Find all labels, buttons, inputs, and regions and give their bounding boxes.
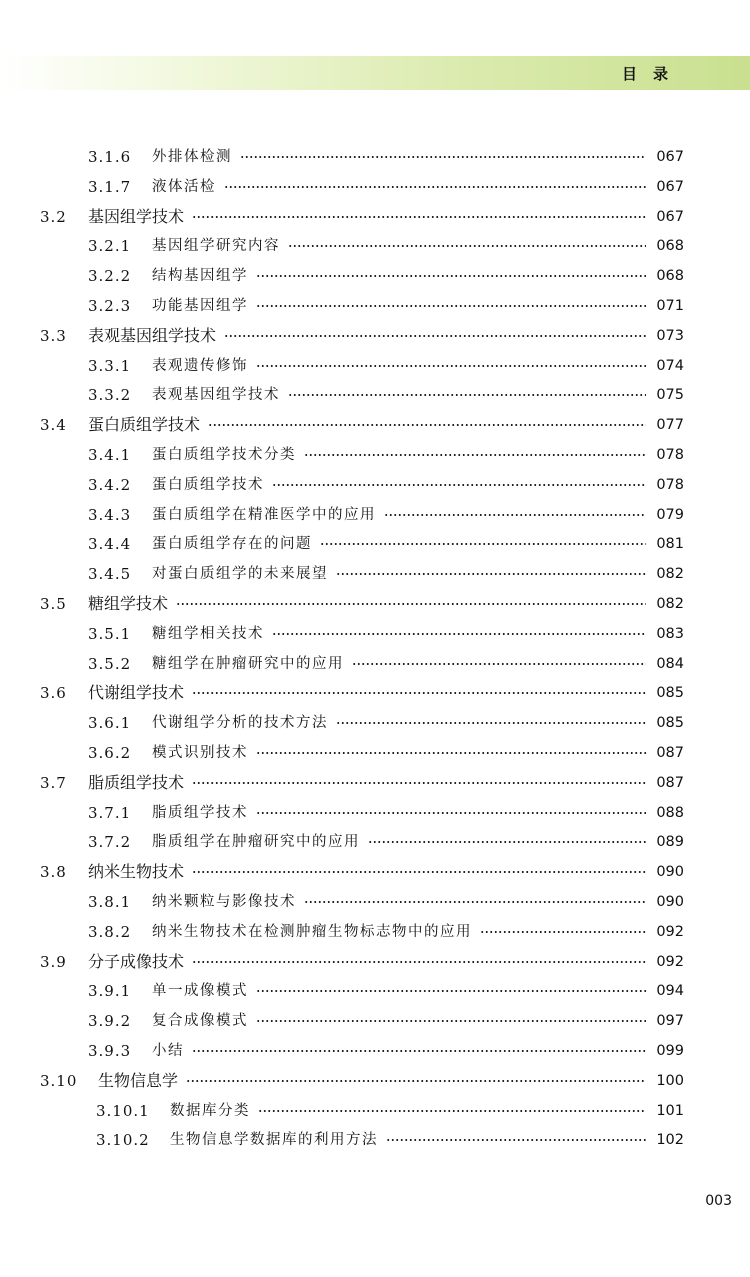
- toc-dot-leader: [304, 901, 646, 903]
- toc-entry[interactable]: [88, 559, 684, 589]
- toc-entry[interactable]: [40, 410, 684, 440]
- toc-entry[interactable]: [88, 1036, 684, 1066]
- toc-dot-leader: [288, 245, 646, 247]
- toc-entry-title: 蛋白质组学存在的问题: [152, 536, 312, 553]
- toc-dot-leader: [192, 1050, 646, 1052]
- toc-dot-leader: [386, 1139, 646, 1141]
- toc-dot-leader: [384, 514, 646, 516]
- toc-entry[interactable]: [88, 917, 684, 947]
- toc-entry-title: 单一成像模式: [152, 983, 248, 1000]
- toc-dot-leader: [288, 394, 646, 396]
- toc-entry-number: 3.1.6: [88, 148, 132, 166]
- toc-entry[interactable]: [88, 827, 684, 857]
- toc-entry-number: 3.6.2: [88, 744, 132, 762]
- toc-entry-title: 基因组学研究内容: [152, 238, 280, 255]
- toc-entry-number: 3.4.5: [88, 565, 132, 584]
- toc-dot-leader: [258, 1110, 646, 1112]
- toc-entry-title: 表观基因组学技术: [152, 387, 280, 404]
- toc-entry-title: 代谢组学技术: [88, 683, 185, 703]
- toc-entry[interactable]: [96, 1125, 684, 1155]
- toc-entry-title: 生物信息学数据库的利用方法: [170, 1132, 378, 1149]
- toc-entry[interactable]: [88, 172, 684, 202]
- toc-entry-page: 081: [656, 536, 684, 553]
- toc-entry-title: 对蛋白质组学的未来展望: [152, 566, 328, 583]
- toc-entry-number: 3.9.3: [88, 1042, 132, 1060]
- toc-dot-leader: [336, 573, 646, 575]
- toc-entry-page: 074: [656, 357, 684, 374]
- toc-entry-number: 3.2.1: [88, 237, 132, 256]
- toc-entry-number: 3.2.2: [88, 267, 132, 286]
- toc-entry-page: 090: [656, 864, 684, 881]
- toc-entry-page: 097: [656, 1013, 684, 1030]
- toc-entry-number: 3.8.2: [88, 922, 132, 941]
- toc-entry-title: 蛋白质组学在精准医学中的应用: [152, 506, 376, 523]
- toc-dot-leader: [368, 841, 646, 843]
- toc-dot-leader: [336, 722, 646, 724]
- toc-entry-page: 083: [656, 625, 684, 642]
- toc-entry-number: 3.10.2: [96, 1131, 150, 1150]
- toc-entry-page: 099: [656, 1043, 684, 1059]
- toc-dot-leader: [192, 692, 646, 694]
- toc-dot-leader: [256, 275, 646, 277]
- toc-dot-leader: [192, 782, 646, 784]
- toc-dot-leader: [256, 752, 646, 754]
- toc-entry-page: 088: [656, 804, 684, 821]
- toc-entry[interactable]: [88, 976, 684, 1006]
- toc-entry-title: 纳米颗粒与影像技术: [152, 894, 296, 910]
- toc-entry-number: 3.7: [40, 773, 67, 792]
- toc-entry[interactable]: [88, 351, 684, 381]
- toc-entry[interactable]: [88, 261, 684, 291]
- toc-dot-leader: [256, 365, 646, 367]
- toc-entry-page: 068: [656, 238, 684, 255]
- toc-entry-title: 糖组学相关技术: [152, 625, 264, 642]
- toc-dot-leader: [272, 633, 646, 635]
- toc-entry-title: 功能基因组学: [152, 298, 248, 314]
- toc-entry-number: 3.6: [40, 684, 67, 703]
- toc-entry[interactable]: [88, 529, 684, 559]
- toc-entry-title: 蛋白质组学技术: [152, 476, 264, 493]
- toc-entry[interactable]: [40, 589, 684, 619]
- toc-entry-title: 分子成像技术: [88, 951, 185, 971]
- toc-entry-number: 3.3.2: [88, 386, 132, 405]
- toc-entry-number: 3.10: [40, 1071, 78, 1090]
- toc-entry-number: 3.4.2: [88, 475, 132, 494]
- toc-entry[interactable]: [88, 619, 684, 649]
- toc-entry[interactable]: [88, 798, 684, 828]
- toc-entry-page: 082: [656, 596, 684, 612]
- toc-entry-page: 067: [656, 178, 684, 195]
- toc-entry-number: 3.1.7: [88, 177, 132, 196]
- toc-entry-page: 101: [656, 1102, 684, 1119]
- toc-entry[interactable]: [88, 649, 684, 679]
- toc-entry-title: 蛋白质组学技术分类: [152, 447, 296, 463]
- toc-entry-page: 078: [656, 447, 684, 463]
- toc-entry-number: 3.5: [40, 595, 67, 613]
- toc-entry-number: 3.9.2: [88, 1012, 132, 1031]
- toc-entry-title: 蛋白质组学技术: [88, 415, 201, 435]
- toc-entry-page: 078: [656, 476, 684, 493]
- toc-entry-title: 复合成像模式: [152, 1013, 248, 1030]
- running-header-title: 目录: [621, 65, 684, 83]
- toc-entry-title: 模式识别技术: [152, 745, 248, 761]
- toc-entry-title: 脂质组学技术: [152, 804, 248, 821]
- toc-entry-number: 3.5.1: [88, 624, 132, 643]
- toc-dot-leader: [192, 961, 646, 963]
- toc-entry-page: 067: [656, 149, 684, 165]
- toc-entry[interactable]: [88, 738, 684, 768]
- toc-entry[interactable]: [88, 231, 684, 261]
- toc-entry[interactable]: [88, 291, 684, 321]
- toc-dot-leader: [256, 1020, 646, 1022]
- toc-entry-number: 3.7.1: [88, 803, 132, 822]
- toc-entry-page: 092: [656, 923, 684, 940]
- toc-entry-title: 纳米生物技术: [88, 862, 185, 882]
- page-number: 003: [705, 1193, 732, 1209]
- toc-entry-title: 结构基因组学: [152, 268, 248, 285]
- toc-entry[interactable]: [88, 500, 684, 530]
- toc-entry[interactable]: [88, 142, 684, 172]
- toc-entry-page: 077: [656, 417, 684, 434]
- toc-entry[interactable]: [40, 857, 684, 887]
- toc-entry-title: 脂质组学技术: [88, 772, 185, 792]
- toc-entry[interactable]: [88, 440, 684, 470]
- toc-entry-number: 3.7.2: [88, 833, 132, 852]
- toc-dot-leader: [224, 186, 646, 188]
- toc-entry-page: 092: [656, 953, 684, 970]
- toc-entry-number: 3.4: [40, 416, 67, 435]
- toc-entry-page: 085: [656, 685, 684, 702]
- toc-dot-leader: [208, 424, 646, 426]
- toc-entry-title: 糖组学在肿瘤研究中的应用: [152, 655, 344, 672]
- toc-dot-leader: [256, 990, 646, 992]
- toc-entry-number: 3.2.3: [88, 297, 132, 315]
- toc-dot-leader: [176, 603, 646, 605]
- toc-dot-leader: [224, 335, 646, 337]
- toc-entry[interactable]: [40, 947, 684, 977]
- toc-entry[interactable]: [88, 708, 684, 738]
- toc-entry-title: 液体活检: [152, 178, 216, 195]
- toc-entry-number: 3.4.3: [88, 505, 132, 524]
- toc-entry-title: 代谢组学分析的技术方法: [152, 715, 328, 732]
- toc-entry-title: 纳米生物技术在检测肿瘤生物标志物中的应用: [152, 923, 472, 940]
- toc-entry[interactable]: [40, 768, 684, 798]
- toc-entry-page: 073: [656, 327, 684, 344]
- toc-entry-number: 3.9: [40, 952, 67, 971]
- toc-entry-title: 外排体检测: [152, 149, 232, 165]
- toc-dot-leader: [186, 1080, 646, 1082]
- toc-entry-title: 表观遗传修饰: [152, 357, 248, 374]
- toc-entry-page: 079: [656, 506, 684, 523]
- toc-entry-title: 数据库分类: [170, 1102, 250, 1119]
- toc-entry-page: 067: [656, 208, 684, 225]
- toc-entry-number: 3.4.4: [88, 535, 132, 554]
- toc-dot-leader: [240, 156, 646, 158]
- toc-dot-leader: [192, 216, 646, 218]
- toc-entry-number: 3.2: [40, 207, 67, 226]
- toc-dot-leader: [272, 484, 646, 486]
- toc-entry-page: 102: [656, 1132, 684, 1149]
- toc-entry-title: 基因组学技术: [88, 206, 185, 226]
- toc-entry-page: 075: [656, 387, 684, 404]
- toc-entry-number: 3.10.1: [96, 1101, 150, 1120]
- toc-entry[interactable]: [88, 1006, 684, 1036]
- toc-entry-page: 068: [656, 268, 684, 285]
- toc-entry-page: 087: [656, 745, 684, 761]
- toc-entry-page: 084: [656, 655, 684, 672]
- toc-entry-number: 3.9.1: [88, 982, 132, 1001]
- toc-entry-page: 082: [656, 566, 684, 583]
- toc-entry-page: 094: [656, 983, 684, 1000]
- toc-dot-leader: [256, 305, 646, 307]
- toc-entry-page: 087: [656, 774, 684, 791]
- toc-entry-number: 3.5.2: [88, 654, 132, 673]
- toc-entry-page: 085: [656, 715, 684, 732]
- toc-entry[interactable]: [40, 202, 684, 232]
- toc-entry[interactable]: [88, 380, 684, 410]
- toc-entry-number: 3.3: [40, 326, 67, 345]
- toc-dot-leader: [192, 871, 646, 873]
- toc-entry-page: 100: [656, 1072, 684, 1089]
- toc-entry[interactable]: [40, 1066, 684, 1096]
- toc-entry[interactable]: [96, 1096, 684, 1126]
- toc-entry[interactable]: [40, 678, 684, 708]
- toc-dot-leader: [480, 931, 646, 933]
- toc-entry[interactable]: [88, 470, 684, 500]
- toc-entry[interactable]: [40, 321, 684, 351]
- toc-entry-title: 表观基因组学技术: [88, 325, 217, 345]
- toc-entry-page: 090: [656, 894, 684, 910]
- toc-dot-leader: [304, 454, 646, 456]
- toc-entry-title: 糖组学技术: [88, 594, 169, 613]
- toc-entry-title: 脂质组学在肿瘤研究中的应用: [152, 834, 360, 851]
- toc-entry-title: 生物信息学: [98, 1070, 179, 1090]
- toc-entry-number: 3.4.1: [88, 446, 132, 464]
- toc-entry-number: 3.8.1: [88, 893, 132, 911]
- toc-entry-number: 3.6.1: [88, 714, 132, 733]
- toc-entry-number: 3.3.1: [88, 356, 132, 375]
- toc-dot-leader: [352, 663, 646, 665]
- toc-entry-page: 089: [656, 834, 684, 851]
- toc-dot-leader: [256, 812, 646, 814]
- toc-entry-page: 071: [656, 298, 684, 314]
- toc-entry-title: 小结: [152, 1043, 184, 1059]
- toc-entry[interactable]: [88, 887, 684, 917]
- toc-entry-number: 3.8: [40, 863, 67, 882]
- toc-dot-leader: [320, 543, 646, 545]
